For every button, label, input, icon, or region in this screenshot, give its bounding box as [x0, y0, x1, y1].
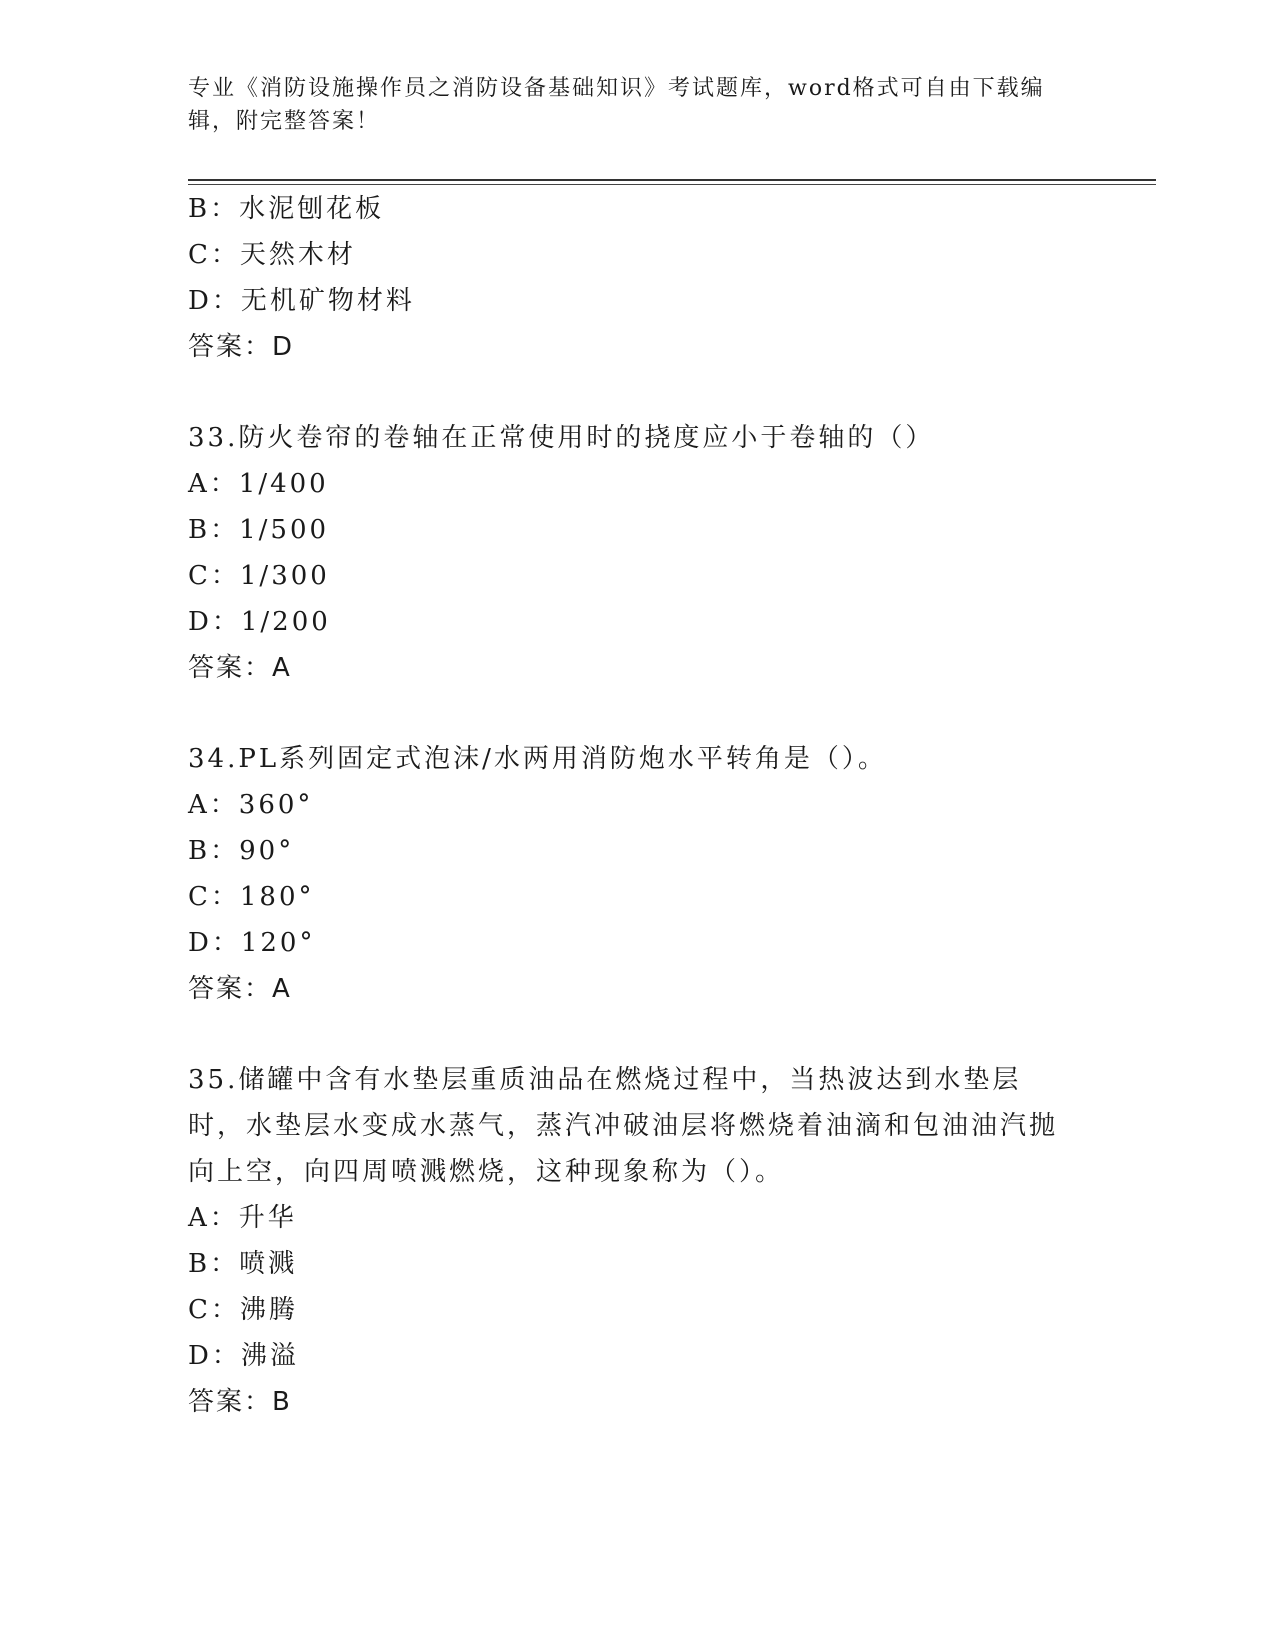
option-c: C：1/300 — [188, 561, 330, 591]
option-d: D：无机矿物材料 — [188, 286, 415, 316]
option-b: B：90° — [188, 836, 295, 866]
option-c: C：天然木材 — [188, 240, 356, 270]
question-33 — [188, 415, 1088, 691]
option-b: B：喷溅 — [188, 1249, 298, 1279]
question-stem: 33.防火卷帘的卷轴在正常使用时的挠度应小于卷轴的（） — [188, 423, 935, 453]
option-a: A：1/400 — [188, 469, 329, 499]
option-d: D：沸溢 — [188, 1341, 299, 1371]
option-b: B：水泥刨花板 — [188, 194, 385, 224]
question-gap — [188, 1012, 1088, 1057]
option-b: B：1/500 — [188, 515, 330, 545]
question-gap — [188, 370, 1088, 415]
header-rule-thin — [188, 184, 1156, 185]
option-d: D：1/200 — [188, 607, 331, 637]
answer-line: 答案：D — [188, 332, 295, 362]
option-a: A：360° — [188, 790, 314, 820]
question-gap — [188, 691, 1088, 736]
answer-line: 答案：A — [188, 974, 292, 1004]
option-c: C：180° — [188, 882, 315, 912]
option-a: A：升华 — [188, 1203, 297, 1233]
previous-question-block — [188, 186, 1088, 370]
document-header: 专业《消防设施操作员之消防设备基础知识》考试题库，word格式可自由下载编辑，附完整答案！ — [188, 76, 1045, 134]
option-d: D：120° — [188, 928, 316, 958]
header-rule-thick — [188, 179, 1156, 181]
question-stem: 34.PL系列固定式泡沫/水两用消防炮水平转角是（）。 — [188, 744, 887, 774]
question-list — [188, 186, 1088, 1425]
answer-line: 答案：A — [188, 653, 292, 683]
question-35 — [188, 1057, 1088, 1425]
question-34 — [188, 736, 1088, 1012]
option-c: C：沸腾 — [188, 1295, 298, 1325]
answer-line: 答案：B — [188, 1387, 292, 1417]
question-stem: 35.储罐中含有水垫层重质油品在燃烧过程中，当热波达到水垫层时，水垫层水变成水蒸气，蒸汽冲破油层将燃烧着油滴和包油油汽抛向上空，向四周喷溅燃烧，这种现象称为（）。 — [188, 1065, 1059, 1187]
